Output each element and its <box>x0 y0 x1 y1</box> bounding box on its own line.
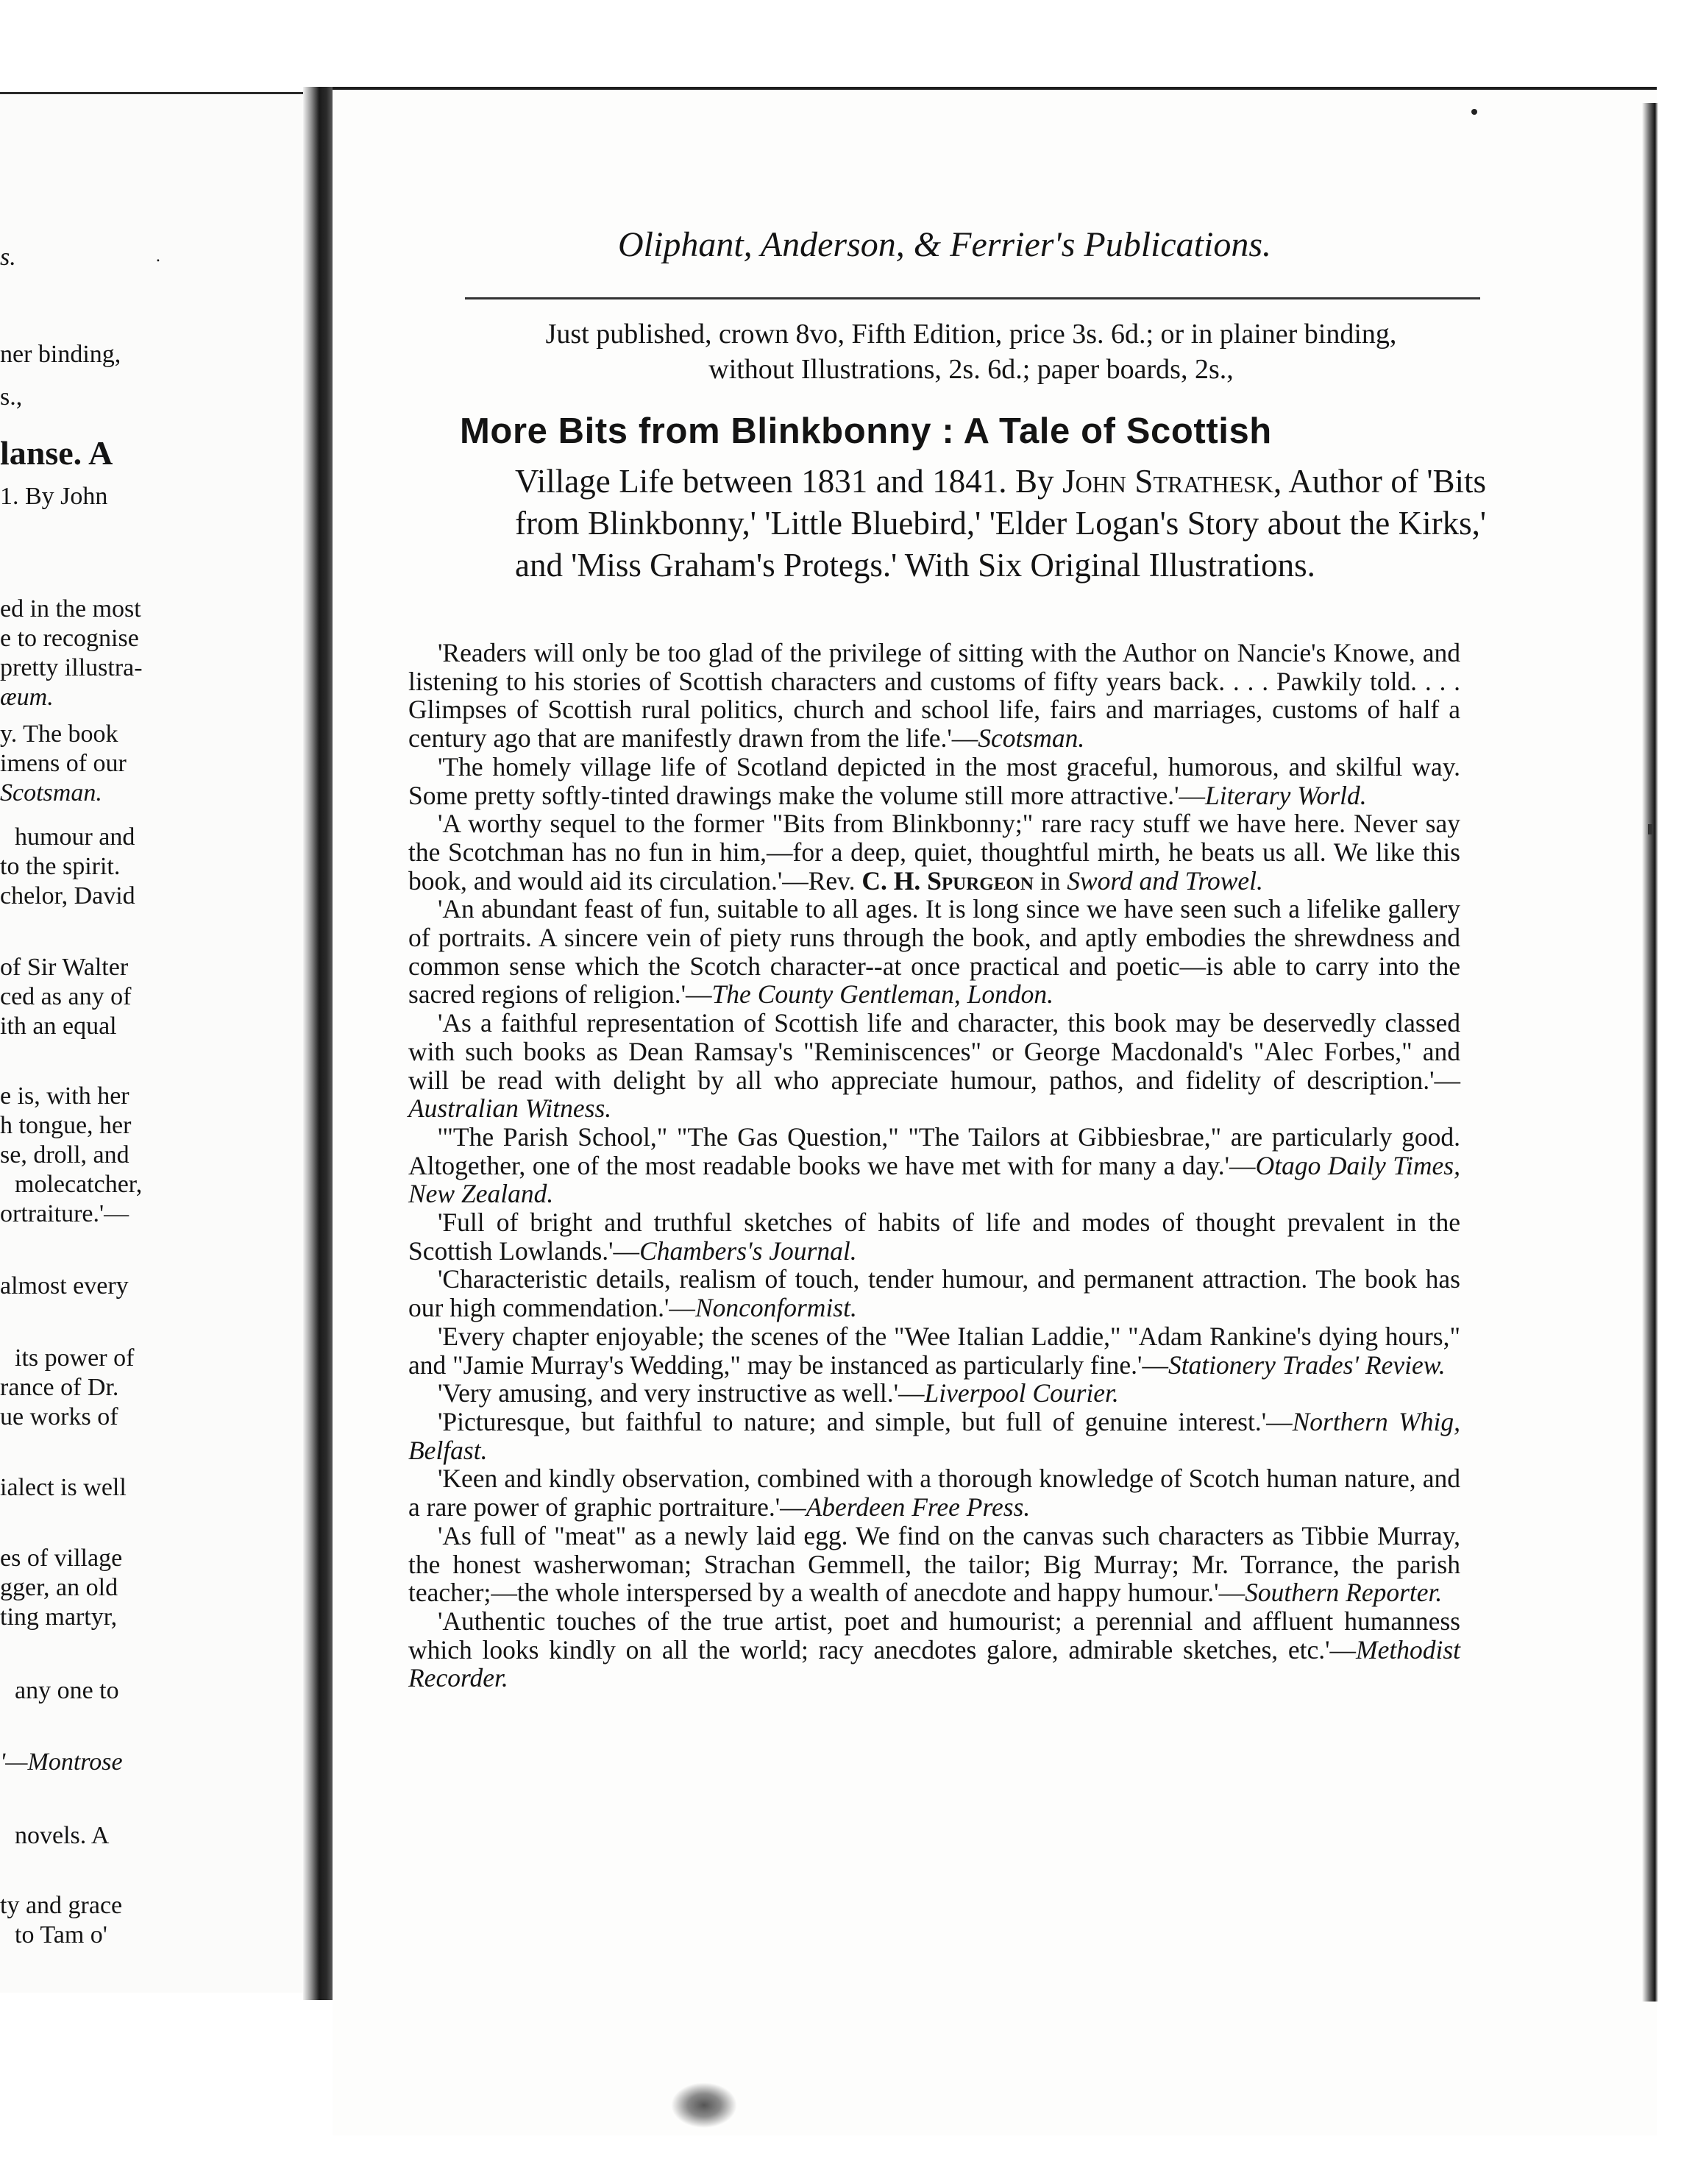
left-page-line: ortraiture.'— <box>0 1200 129 1227</box>
review-source: Chambers's Journal. <box>639 1235 857 1266</box>
review-paragraph <box>408 1322 1460 1379</box>
review-text: '"The Parish School," "The Gas Question," "The Tailors at Gibbiesbrae," are particularly good. Altogether, one of the most readable books we have met with for many a day.'— <box>408 1121 1460 1180</box>
review-paragraph <box>408 1522 1460 1607</box>
book-title: More Bits from Blinkbonny : A Tale of Scottish <box>460 411 1272 451</box>
left-page-line: '—Montrose <box>0 1748 123 1776</box>
header-rule <box>465 297 1480 299</box>
review-text: 'Readers will only be too glad of the privilege of sitting with the Author on Nancie's Knowe, and listening to his stories of Scottish characters and customs of fifty years back. . . . Pawkily told. . . . Glimpses of Scottish rural politics, church and school life, fairs and marriages, customs of half a century ago that are manifestly drawn from the life.'— <box>408 638 1460 754</box>
left-page <box>0 92 303 1993</box>
left-page-line: gger, an old <box>0 1574 118 1601</box>
review-source: Australian Witness. <box>408 1093 612 1124</box>
left-page-line: chelor, David <box>0 882 135 910</box>
review-text: 'The homely village life of Scotland depicted in the most graceful, humorous, and skilful way. Some pretty softly-tinted drawings make the volume still more attractive.'— <box>408 751 1460 810</box>
left-page-line: ced as any of <box>0 983 132 1010</box>
review-source: Liverpool Courier. <box>924 1378 1119 1408</box>
review-source: Scotsman. <box>978 723 1085 754</box>
left-page-line: ialect is well <box>0 1474 127 1501</box>
review-text: 'A worthy sequel to the former "Bits from Blinkbonny;" rare racy stuff we have here. Never say the Scotchman has no fun in him,—for a deep, quiet, thoughtful mirth, he beats us all. We like this book, and would aid its circulation.'—Rev. <box>408 809 1460 896</box>
author-name: John Strathesk <box>1062 463 1274 500</box>
dust-speck <box>1471 109 1477 115</box>
publication-note: Just published, crown 8vo, Fifth Edition, price 3s. 6d.; or in plainer binding, without Illustrations, 2s. 6d.; paper boards, 2s., <box>545 319 1397 385</box>
review-source: Stationery Trades' Review. <box>1168 1350 1446 1380</box>
left-page-line: ed in the most <box>0 595 141 623</box>
left-page-line: se, droll, and <box>0 1141 129 1169</box>
review-text: 'Picturesque, but faithful to nature; and simple, but full of genuine interest.'— <box>438 1406 1293 1436</box>
review-paragraph <box>408 1208 1460 1265</box>
left-page-line: es of village <box>0 1545 123 1572</box>
left-page-line: ting martyr, <box>0 1603 118 1631</box>
left-page-line: pretty illustra- <box>0 654 143 681</box>
left-page-line: humour and <box>15 823 135 851</box>
left-page-line: h tongue, her <box>0 1112 132 1139</box>
review-paragraph <box>408 1607 1460 1692</box>
review-source: Southern Reporter. <box>1245 1578 1443 1608</box>
left-page-line: y. The book <box>0 720 118 748</box>
reviewer-name: C. H. Spurgeon <box>861 865 1034 896</box>
review-paragraph <box>408 1265 1460 1322</box>
review-source: Nonconformist. <box>694 1293 857 1323</box>
left-page-line: s., <box>0 383 23 411</box>
left-page-line: s. <box>0 244 16 271</box>
review-source: Aberdeen Free Press. <box>806 1492 1031 1522</box>
running-head: Oliphant, Anderson, & Ferrier's Publications. <box>618 225 1272 264</box>
left-page-line: ith an equal <box>0 1013 117 1040</box>
review-source: Methodist Recorder. <box>408 1634 1460 1693</box>
desc-post: , Author of 'Bits from Blinkbonny,' 'Little Bluebird,' 'Elder Logan's Story about the Kirks,' and 'Miss Graham's Protegs.' With Six Original Illustrations. <box>515 463 1486 584</box>
review-source: The County Gentleman, London. <box>711 979 1053 1010</box>
left-page-line: almost every <box>0 1272 129 1300</box>
review-text: 'Full of bright and truthful sketches of habits of life and modes of thought prevalent in the Scottish Lowlands.'— <box>408 1208 1460 1266</box>
review-paragraph <box>408 1464 1460 1521</box>
review-paragraph <box>408 1379 1460 1408</box>
left-page-line: lanse. A <box>0 434 113 472</box>
review-source: Northern Whig, Belfast. <box>408 1406 1460 1465</box>
review-text: 'Keen and kindly observation, combined with a thorough knowledge of Scotch human nature, and a rare power of graphic portraiture.'— <box>408 1464 1460 1522</box>
dust-mark <box>1648 824 1652 834</box>
left-page-line: its power of <box>15 1344 135 1372</box>
review-paragraph <box>408 1408 1460 1464</box>
review-text: 'An abundant feast of fun, suitable to all ages. It is long since we have seen such a lifelike gallery of portraits. A sincere vein of piety runs through the book, and aptly embodies the shrewdness and common sense which the Scotch character--at once practical and poetic—is able to carry into the sacred regions of religion.'— <box>408 894 1460 1010</box>
left-page-line: of Sir Walter <box>0 954 129 981</box>
review-source: Otago Daily Times, New Zealand. <box>408 1150 1460 1209</box>
left-page-line: molecatcher, <box>15 1171 143 1198</box>
review-text: 'Every chapter enjoyable; the scenes of the "Wee Italian Laddie," "Adam Rankine's dying hours," and "Jamie Murray's Wedding," may be instanced as particularly fine.'— <box>408 1321 1460 1380</box>
desc-pre: Village Life between 1831 and 1841. By <box>515 463 1063 500</box>
page-smudge <box>671 2082 737 2128</box>
left-page-line: any one to <box>15 1677 119 1704</box>
left-page-line: imens of our <box>0 750 127 777</box>
left-page-line: ner binding, <box>0 341 121 368</box>
page-edge <box>1642 103 1658 2002</box>
book-gutter <box>303 87 333 2000</box>
review-paragraph <box>408 639 1460 753</box>
review-text: 'As full of "meat" as a newly laid egg. We find on the canvas such characters as Tibbie Murray, the honest washerwoman; Strachan Gemmell, the tailor; Big Murray; Mr. Torrance, the parish teacher;—the whole interspersed by a wealth of anecdote and happy humour.'— <box>408 1520 1460 1608</box>
review-text: 'Authentic touches of the true artist, poet and humourist; a perennial and affluent humanness which looks kindly on all the world; racy anecdotes galore, admirable sketches, etc.'— <box>408 1606 1460 1664</box>
review-text: 'As a faithful representation of Scottish life and character, this book may be deservedly classed with such books as Dean Ramsay's "Reminiscences" or George Macdonald's "Alec Forbes," and will be read with delight by all who appreciate humour, pathos, and fidelity of description.'— <box>408 1008 1460 1095</box>
review-connector: in <box>1033 865 1067 896</box>
review-paragraph <box>408 895 1460 1009</box>
review-paragraph <box>408 809 1460 895</box>
left-page-line: 1. By John <box>0 483 108 510</box>
left-page-line: to Tam o' <box>15 1921 107 1949</box>
left-page-line: ty and grace <box>0 1892 123 1919</box>
left-page-line: æum. <box>0 684 54 711</box>
left-page-line: Scotsman. <box>0 779 102 806</box>
left-page-line: rance of Dr. <box>0 1374 119 1401</box>
left-page-line: ue works of <box>0 1403 118 1430</box>
review-paragraph <box>408 1009 1460 1123</box>
review-source: Literary World. <box>1204 780 1367 810</box>
review-paragraph <box>408 753 1460 809</box>
left-page-line: e is, with her <box>0 1082 129 1110</box>
left-page-mark: ⸳ <box>156 249 160 267</box>
review-source: Sword and Trowel. <box>1067 865 1263 896</box>
book-description <box>515 461 1486 586</box>
review-text: 'Characteristic details, realism of touch, tender humour, and permanent attraction. The book has our high commendation.'— <box>408 1264 1460 1323</box>
press-reviews <box>408 639 1460 1692</box>
left-page-line: e to recognise <box>0 625 139 652</box>
review-text: 'Very amusing, and very instructive as well.'— <box>438 1378 925 1408</box>
left-page-line: novels. A <box>15 1822 110 1849</box>
left-page-line: to the spirit. <box>0 853 121 880</box>
review-paragraph <box>408 1123 1460 1208</box>
